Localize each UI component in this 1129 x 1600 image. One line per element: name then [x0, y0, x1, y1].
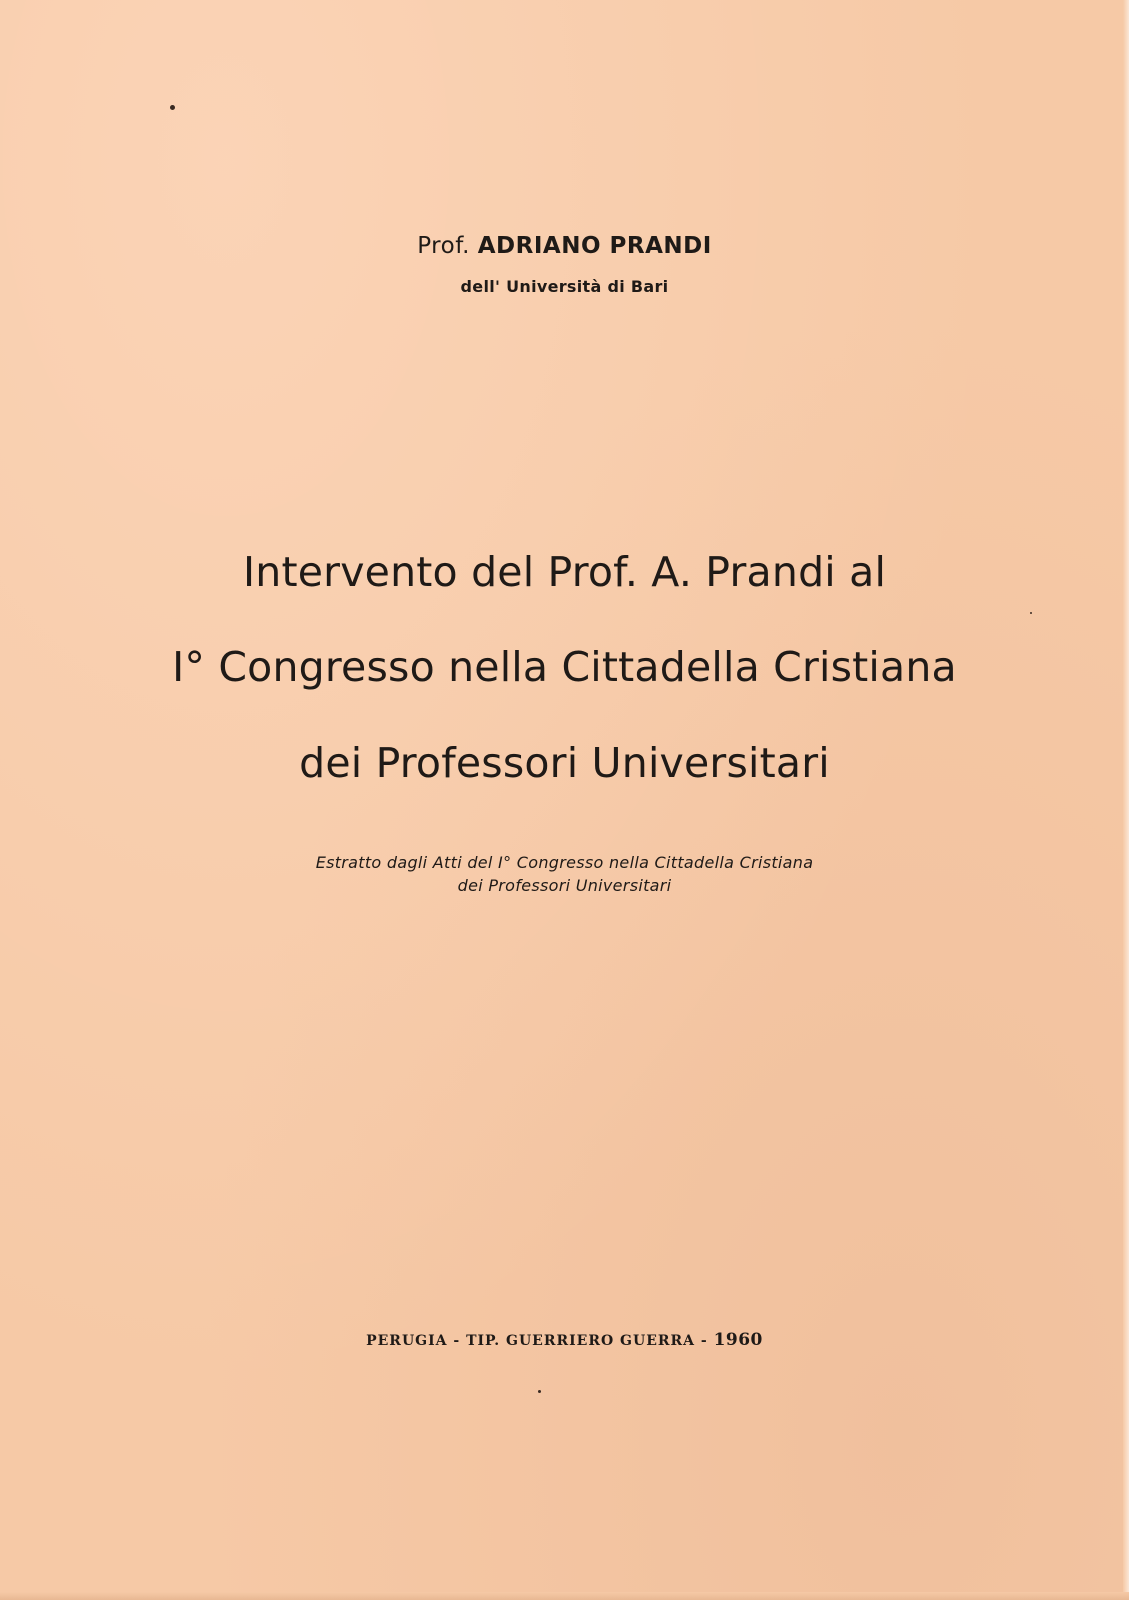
author-affiliation: dell' Università di Bari	[460, 277, 669, 296]
title-line-2: I° Congresso nella Cittadella Cristiana	[172, 643, 957, 691]
imprint-year: 1960	[713, 1330, 763, 1350]
author-line	[0, 233, 1129, 259]
subtitle-line-1: Estratto dagli Atti del I° Congresso nella Cittadella Cristiana	[315, 853, 814, 872]
title-line-1: Intervento del Prof. A. Prandi al	[242, 548, 887, 596]
imprint-text: PERUGIA - TIP. GUERRIERO GUERRA -	[366, 1333, 708, 1349]
subtitle-line-2: dei Professori Universitari	[457, 876, 672, 895]
title-line-3: dei Professori Universitari	[299, 739, 830, 787]
paper-speck	[170, 105, 175, 110]
paper-speck	[1030, 612, 1032, 614]
author-name: ADRIANO PRANDI	[477, 233, 712, 259]
page-edge-bottom	[0, 1592, 1129, 1600]
paper-speck	[538, 1390, 541, 1393]
imprint-line	[0, 1330, 1129, 1350]
author-prefix: Prof.	[417, 233, 470, 259]
